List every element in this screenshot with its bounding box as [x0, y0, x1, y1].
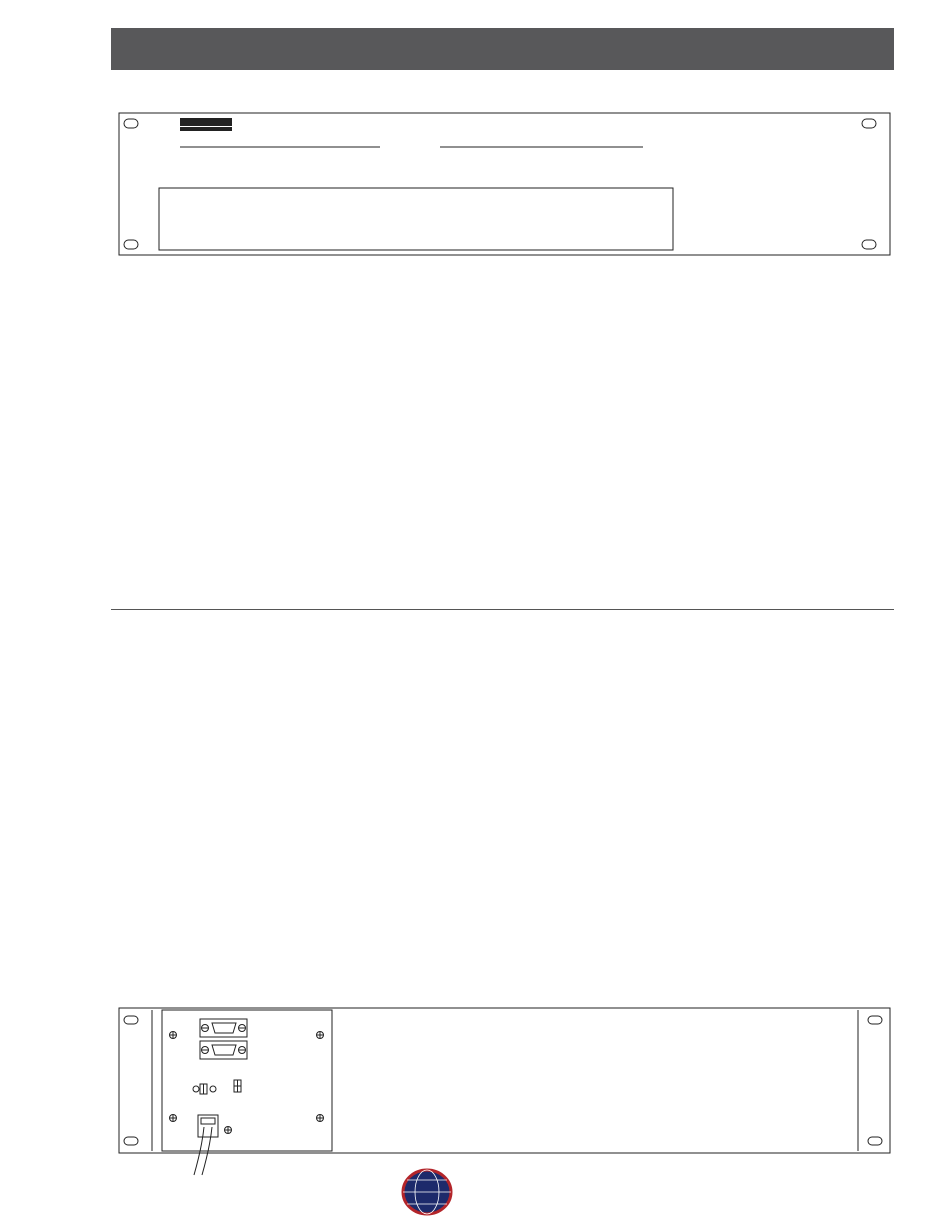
drake-logo — [180, 118, 232, 131]
multicom-logo — [380, 1168, 480, 1216]
globe-icon — [380, 1168, 480, 1216]
front-panel-diagram — [118, 112, 892, 257]
header-bar — [111, 28, 894, 70]
section-divider — [111, 609, 894, 610]
rear-panel-diagram — [118, 1007, 892, 1177]
